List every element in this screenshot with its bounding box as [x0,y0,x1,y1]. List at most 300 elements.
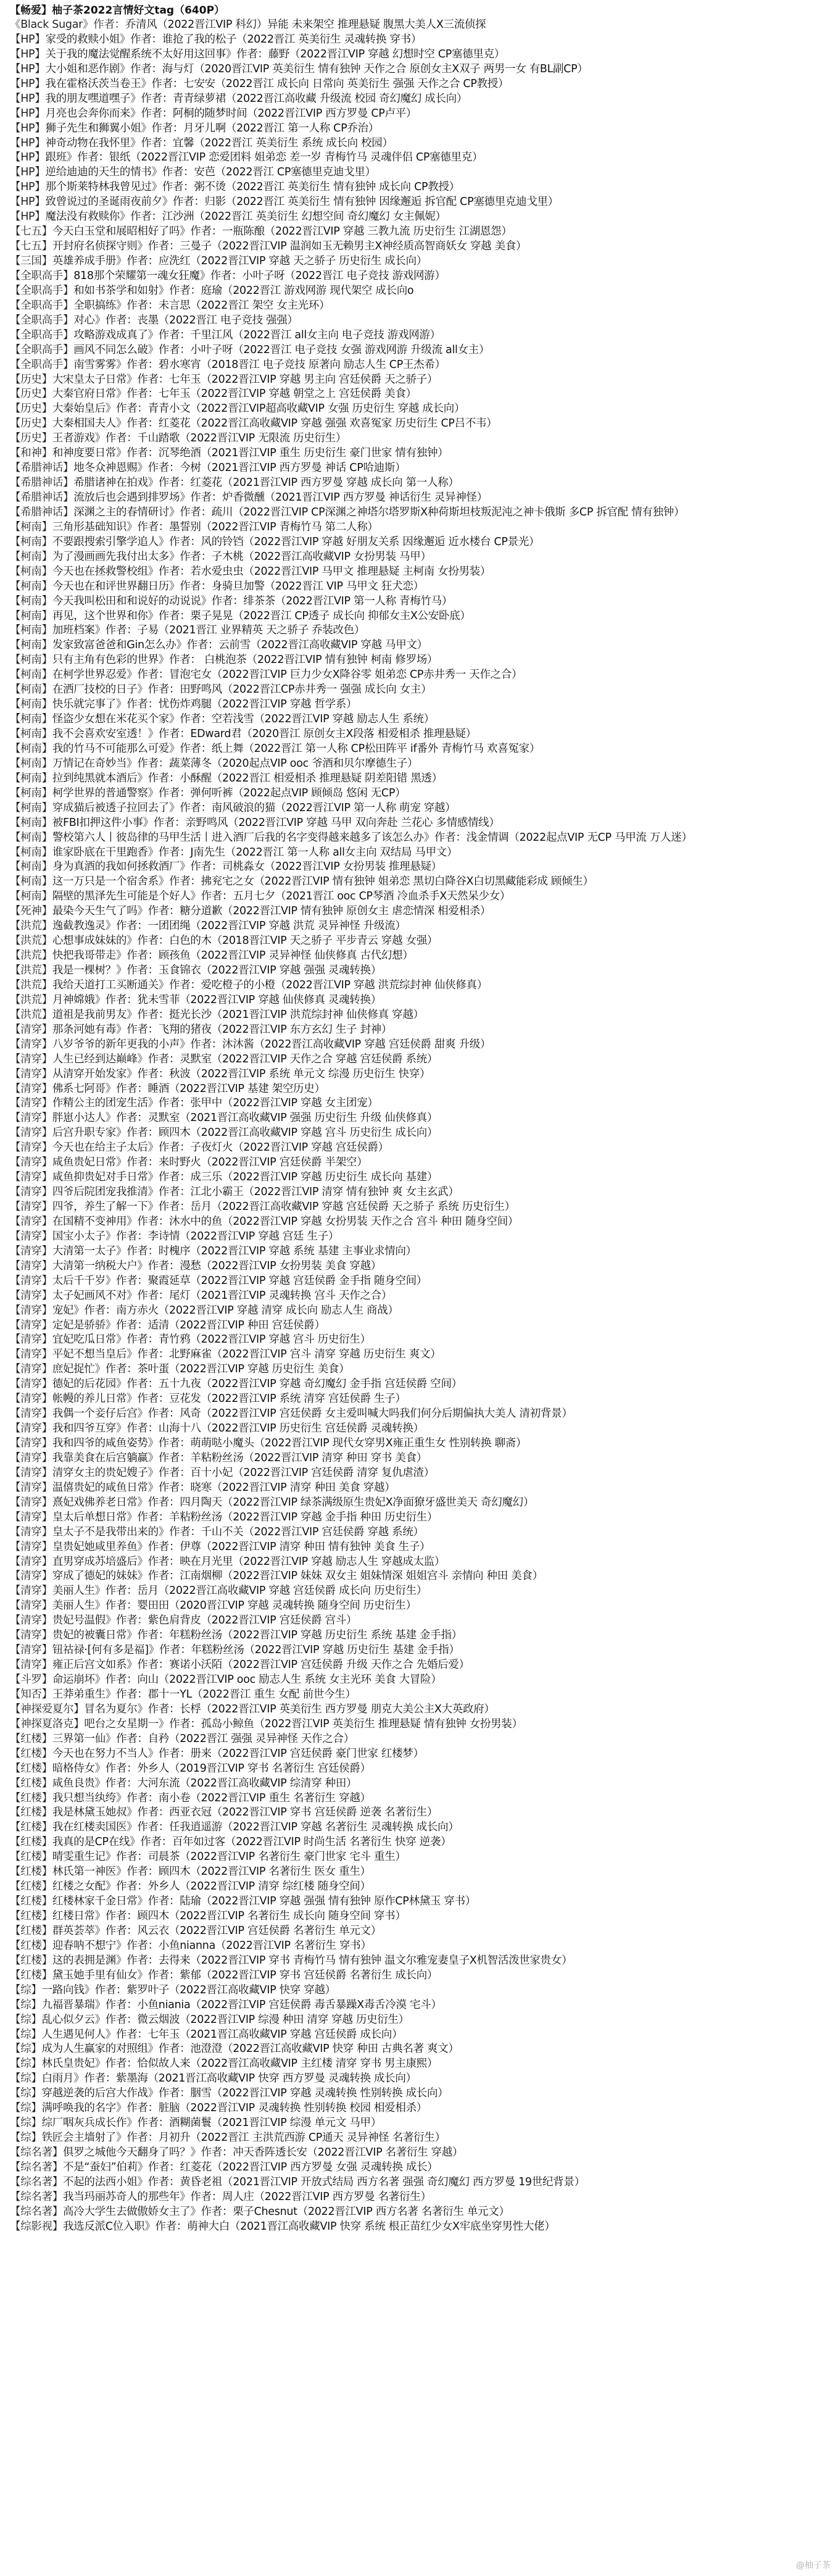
list-item [10,328,834,343]
entry-text: 我的竹马不可能那么可爱》作者：纸上舞（2022晋江 第一人称 CP松田阵平 if番外 青梅竹马 欢喜冤家） [52,742,541,755]
entry-tag: 【清穿】 [10,1511,52,1524]
entry-tag: 【HP】 [10,62,46,75]
list-item [10,831,834,846]
entry-tag: 【清穿】 [10,1259,52,1272]
entry-text: 佛系七阿哥》作者：睡酒（2022晋江VIP 基建 架空历史） [52,1082,325,1095]
entry-text: 我选反派C位入职》作者：萌神大白（2021晋江高收藏VIP 快穿 系统 根正苗红少女X牢底坐穿男性大佬） [63,2220,555,2233]
entry-text: 隔壁的黑泽先生可能是个好人》作者：五月七夕（2021晋江 ooc CP琴酒 冷血杀手X天然呆少女） [52,890,511,903]
entry-tag: 【HP】 [10,210,46,223]
entry-tag: 【清穿】 [10,1067,52,1080]
list-item [10,2028,834,2043]
list-item [10,48,834,62]
entry-text: 我只想当纨绔》作者：南小卷（2022晋江VIP 重生 名著衍生 穿越） [52,1791,371,1804]
entry-tag: 【历史】 [10,402,52,415]
entry-text: 三角形基础知识》作者：墨誓别（2022晋江VIP 青梅竹马 第二人称） [52,520,378,533]
entry-tag: 【综影视】 [10,2220,63,2233]
list-item [10,269,834,284]
entry-text: 贵妃号温假》作者：紫色肩背皮（2022晋江VIP 宫廷侯爵 宫斗） [52,1614,357,1627]
list-item [10,373,834,388]
entry-tag: 【综】 [10,2072,42,2085]
entry-tag: 【综名著】 [10,2205,63,2218]
entry-text: 警校第六人丨彼岛律的马甲生活丨进入酒厂后我的名字变得越来越多了该怎么办》作者：浅金情调（2022起点VIP 无CP 马甲流 万人迷） [52,831,692,844]
list-item [10,1791,834,1806]
list-item [10,668,834,683]
entry-tag: 【HP】 [10,181,46,194]
entry-text: 四爷后院团宠我推清》作者：江北小霸王（2022晋江VIP 清穿 情有独钟 爽 女主玄武） [52,1186,459,1199]
entry-tag: 【七五】 [10,240,52,253]
entry-tag: 【清穿】 [10,1097,52,1110]
list-item [10,2175,834,2190]
list-item [10,165,834,180]
list-item [10,1377,834,1392]
list-item [10,1777,834,1791]
entry-tag: 【全职高手】 [10,284,74,297]
entry-text: 温僖贵妃的咸鱼日常》作者：晓寒（2022晋江VIP 清穿 种田 美食 穿越） [52,1481,396,1494]
entry-text: 清穿女主的贵妃嫂子》作者：百十小妃（2022晋江VIP 宫廷侯爵 清穿 复仇虐渣） [52,1466,434,1479]
entry-text: 我是一棵树？》作者：玉食锦衣（2022晋江VIP 穿越 强强 灵魂转换） [52,964,381,977]
entry-list [10,18,834,2235]
entry-tag: 【洪荒】 [10,978,52,991]
list-item [10,136,834,151]
entry-tag: 【红楼】 [10,1880,52,1893]
entry-text: 柯学世界的普通警察》作者：弹何听裤（2022起点VIP 顾倾岛 悠闲 无CP） [52,786,406,799]
entry-text: 三界第一仙》作者：自矜（2022晋江 强强 灵异神怪 天作之合） [52,1732,354,1745]
list-item [10,742,834,757]
list-item [10,919,834,934]
list-item [10,33,834,48]
entry-tag: 【知否】 [10,1688,52,1701]
list-item [10,1599,834,1614]
entry-text: 从清穿开始发家》作者：秋波（2022晋江VIP 系统 单元文 综漫 历史衍生 快穿） [52,1067,431,1080]
list-item [10,1126,834,1141]
list-item [10,2220,834,2235]
list-item [10,1835,834,1850]
list-item [10,1525,834,1540]
entry-text: 跟班》作者：银纸（2022晋江VIP 恋爱团料 姐弟恋 差一岁 青梅竹马 灵魂伴侣 CP塞德里克） [45,151,483,164]
entry-text: 南雪雾雾》作者：碧水寒宵（2018晋江 电子竞技 原著向 励志人生 CP王杰希） [73,358,446,371]
entry-text: 后宫升职专家》作者：顾四木（2022晋江高收藏VIP 穿越 宫斗 历史衍生 成长向） [52,1127,438,1140]
entry-text: 心想事成妹妹的》作者：白色的木（2018晋江VIP 天之骄子 平步青云 穿越 女强） [52,935,438,948]
entry-tag: 【清穿】 [10,1555,52,1568]
entry-text: 大小姐和恶作剧》作者：海与灯（2020晋江VIP 英美衍生 情有独钟 天作之合 原创女主X双子 两男一女 有BL副CP） [45,62,588,75]
entry-tag: 【柯南】 [10,624,52,637]
entry-text: 全职搞练》作者：未言思（2022晋江 架空 女主光环） [73,299,330,312]
list-item [10,2161,834,2175]
entry-text: 直男穿成苏培盛后》作者：映在月光里（2022晋江VIP 穿越 励志人生 穿越成太监） [52,1555,446,1568]
entry-text: 群英荟萃》作者：风云衣（2022晋江VIP 宫廷侯爵 名著衍生 单元文） [52,1924,381,1937]
entry-tag: 【清穿】 [10,1496,52,1509]
list-item [10,1894,834,1909]
entry-tag: 【历史】 [10,373,52,386]
entry-tag: 【柯南】 [10,683,52,696]
entry-text: 英雄养成手册》作者：应洗红（2022晋江VIP 穿越 天之骄子 历史衍生 成长向） [52,255,427,267]
list-item [10,491,834,506]
entry-text: 今天我叫松田和和说好的动说说》作者：绯茶茶（2022晋江VIP 第一人称 青梅竹马） [52,594,453,607]
list-item [10,1259,834,1274]
list-item [10,1658,834,1673]
entry-text: 平妃不想当皇后》作者：北野麻雀（2022晋江VIP 宫斗 清穿 穿越 历史衍生 爽文） [52,1348,441,1361]
list-item [10,934,834,949]
entry-tag: 【柯南】 [10,772,52,785]
list-item [10,1274,834,1289]
entry-tag: 【希腊神话】 [10,462,74,475]
list-item [10,993,834,1008]
entry-text: 关于我的魔法觉醒系统不太好用这回事》作者：藤野（2022晋江VIP 穿越 幻想时空 CP塞德里克） [45,48,505,60]
list-item [10,1362,834,1377]
entry-tag: 【清穿】 [10,1348,52,1361]
entry-text: 国宝小太子》作者：李诗情（2022晋江VIP 穿越 宫廷 生子） [52,1230,339,1243]
entry-tag: 【全职高手】 [10,328,74,341]
entry-tag: 【HP】 [10,33,46,46]
entry-tag: 【综】 [10,1998,42,2011]
entry-tag: 【综名著】 [10,2161,63,2174]
entry-tag: 【综】 [10,2102,42,2115]
entry-text: 再见，这个世界和你》作者：栗子晃晃（2022晋江 CP透子 成长向 抑郁女主X公安卧底） [52,609,471,622]
entry-text: 我当玛丽苏奇人的那些年》作者：周人庄（2022晋江VIP 西方罗曼 名著衍生） [63,2190,431,2203]
list-item [10,520,834,535]
entry-text: 那条河她有毒》作者：飞翔的猪夜（2022晋江VIP 东方玄幻 生子 封神） [52,1023,392,1036]
entry-tag: 【清穿】 [10,1481,52,1494]
entry-text: 发家致富爸爸和Gin怎么办》作者：云前雪（2022晋江高收藏VIP 穿越 马甲文） [52,639,428,652]
entry-text: 红楼之女配》作者：外乡人（2022晋江VIP 清穿 综红楼 随身空间） [52,1880,371,1893]
entry-text: 大秦相国夫人》作者：红菱花（2022晋江高收藏VIP 穿越 强强 欢喜冤家 历史衍生 CP吕不韦） [52,417,497,430]
list-item [10,1569,834,1584]
entry-text: 家受的救赎小姐》作者：谁抢了我的松子（2022晋江 英美衍生 灵魂转换 穿书） [45,33,422,46]
entry-tag: 【清穿】 [10,1378,52,1391]
entry-text: 九福晋暴瑞》作者：小鱼niania（2022晋江VIP 宫廷侯爵 毒舌暴躁X毒舌冷漠 宅斗） [41,1998,442,2011]
entry-tag: 【清穿】 [10,1319,52,1332]
entry-text: 太后千千岁》作者：聚霞延草（2022晋江VIP 穿越 宫廷侯爵 金手指 随身空间） [52,1274,427,1287]
list-item [10,1215,834,1230]
list-item [10,949,834,964]
list-item [10,2116,834,2131]
entry-tag: 【柯南】 [10,861,52,873]
list-item [10,1732,834,1747]
entry-text: 林氏皇贵妃》作者：恰似故人来（2022晋江高收藏VIP 主红楼 清穿 穿书 男主康熙） [41,2057,438,2070]
list-item [10,1244,834,1259]
list-item [10,2205,834,2220]
list-item [10,180,834,195]
entry-tag: 【柯南】 [10,535,52,548]
entry-tag: 【红楼】 [10,1747,52,1760]
list-item [10,757,834,772]
entry-tag: 【综】 [10,2013,42,2026]
entry-text: 和如书茶学和如射》作者：庭瑜（2022晋江 游戏网游 现代架空 成长向o [73,284,414,297]
list-item [10,772,834,786]
list-item [10,860,834,875]
entry-text: 那个斯莱特林我曾见过》作者：粥不烫（2022晋江 英美衍生 情有独钟 成长向 CP教授） [45,181,460,194]
list-item [10,1170,834,1185]
list-item [10,210,834,225]
list-item [10,77,834,92]
entry-tag: 【HP】 [10,166,46,179]
entry-tag: 【神探夏洛克】 [10,1717,85,1730]
list-item [10,890,834,904]
entry-tag: 【清穿】 [10,1333,52,1346]
entry-tag: 【红楼】 [10,1954,52,1967]
entry-tag: 【全职高手】 [10,299,74,312]
entry-text: 逆给迪迪的天生的情书》作者：安芭（2022晋江 CP塞德里克迪戈里） [45,166,376,179]
entry-tag: 【红楼】 [10,1939,52,1952]
entry-tag: 【清穿】 [10,1466,52,1479]
list-item [10,712,834,727]
list-item [10,1067,834,1082]
entry-text: 快乐就完事了》作者：忧伤炸鸡腿（2022晋江VIP 穿越 哲学系） [52,698,357,711]
list-item [10,2086,834,2101]
list-item [10,1230,834,1244]
list-item [10,122,834,136]
entry-text: 王莽弟重生》作者：郡十一YL（2022晋江 重生 女配 前世今生） [52,1688,356,1701]
entry-tag: 【希腊神话】 [10,477,74,490]
entry-text: 被FBI扣押这件小事》作者：亲野鸣风（2022晋江VIP 穿越 马甲 双向奔赴 兰花心 多情感情线） [52,816,500,829]
list-item [10,1939,834,1954]
entry-tag: 【综名著】 [10,2146,63,2159]
entry-text: 致曾说过的圣诞雨夜前夕》作者：归影（2022晋江 英美衍生 情有独钟 因缘邂逅 拆官配 CP塞德里克迪戈里） [45,196,558,209]
list-item [10,1703,834,1717]
list-item [10,1954,834,1969]
list-item [10,1111,834,1126]
entry-tag: 【三国】 [10,255,52,267]
list-item [10,151,834,165]
list-item [10,2013,834,2028]
entry-text: 红楼日常》作者：顾四木（2022晋江VIP 名著衍生 成长向 随身空间 穿书） [52,1910,406,1922]
list-item [10,1082,834,1097]
entry-tag: 【全职高手】 [10,358,74,371]
entry-tag: 【综】 [10,2028,42,2041]
entry-tag: 【HP】 [10,122,46,135]
list-item [10,2057,834,2072]
entry-text: 胖崽小达人》作者：灵默室（2021晋江高收藏VIP 强强 历史衍生 升级 仙侠修真） [52,1112,438,1125]
list-item [10,609,834,624]
list-item [10,107,834,122]
list-item [10,978,834,993]
entry-text: 咸鱼抑贵妃对手日常》作者：成三乐（2022晋江VIP 穿越 历史衍生 成长向 基建） [52,1171,438,1184]
list-item [10,786,834,801]
list-item [10,1983,834,1998]
list-item [10,343,834,358]
entry-tag: 【柯南】 [10,846,52,859]
entry-text: 王者游戏》作者：千山踏歌（2022晋江VIP 无限流 历史衍生） [52,432,347,445]
entry-text: 不要跟搜索引擎学追人》作者：风的铃铛（2022晋江VIP 穿越 好朋友关系 因缘邂逅 近水楼台 CP景光） [52,535,540,548]
list-item [10,1688,834,1703]
entry-tag: 【清穿】 [10,1585,52,1598]
entry-text: 皇太后单想日常》作者：羊粘粉丝汤（2022晋江VIP 穿越 金手指 种田 历史衍生） [52,1511,438,1524]
entry-text: 神奇动物在我怀里》作者：宜馨（2022晋江 英美衍生 系统 成长向 校园） [45,136,393,149]
entry-text: 帐幔的养儿日常》作者：豆花发（2022晋江VIP 系统 清穿 宫廷侯爵 生子） [52,1393,406,1406]
entry-text: 不是“蚕妇”伯莉》作者：红菱花（2022晋江VIP 西方罗曼 女强 灵魂转换 成长） [63,2161,438,2174]
list-item [10,1643,834,1658]
entry-text: 魔法没有救赎你》作者：江沙洲（2022晋江 英美衍生 幻想空间 奇幻魔幻 女主佩妮） [45,210,446,223]
list-item [10,1880,834,1894]
entry-tag: 【HP】 [10,48,46,60]
entry-tag: 【清穿】 [10,1112,52,1125]
entry-text: 深渊之主的春情研讨》作者：疏川（2022晋江VIP CP深渊之神塔尔塔罗斯X种荷斯坦枝叛泥沌之神卡俄斯 多CP 拆官配 情有独钟） [73,506,685,519]
entry-tag: 【HP】 [10,77,46,90]
entry-tag: 【柯南】 [10,713,52,726]
entry-tag: 【柯南】 [10,875,52,888]
entry-text: 红楼林家千金日常》作者：陆瑜（2022晋江VIP 穿越 强强 情有独钟 原作CP林黛玉 穿书） [52,1895,476,1908]
list-item [10,1436,834,1451]
entry-text: 一路向钱》作者：紫罗叶子（2022晋江高收藏VIP 快穿 穿越） [41,1983,336,1996]
list-item [10,1096,834,1111]
entry-text: 在柯学世界忍爱》作者：冒泡宅女（2022晋江VIP 巨力少女X降谷零 姐弟恋 CP赤井秀一 天作之合） [52,669,523,682]
entry-tag: 【清穿】 [10,1215,52,1228]
entry-text: 美丽人生》作者：婴田田（2020晋江VIP 穿越 灵魂转换 随身空间 历史衍生） [52,1599,417,1612]
entry-tag: 【柯南】 [10,639,52,652]
list-item [10,1820,834,1835]
entry-text: 对心》作者：丧墨（2022晋江 电子竞技 强强） [73,314,298,327]
entry-text: 今天也在和评世界翻日历》作者：身骑旦加警（2022晋江 VIP 马甲文 狂犬恋） [52,580,424,593]
entry-text: 地冬众神恩赐》作者：今树（2021晋江VIP 西方罗曼 神话 CP哈迪斯） [73,462,406,475]
entry-text: 咸鱼贵妃日常》作者：来时野火（2022晋江VIP 宫廷侯爵 半架空） [52,1156,368,1169]
list-item [10,1200,834,1215]
entry-tag: 【清穿】 [10,1201,52,1213]
entry-tag: 【柯南】 [10,728,52,740]
entry-text: 最染今天生气了吗》作者：糖分道歉（2022晋江VIP 情有独钟 原创女主 虐恋情深 相爱相杀） [52,905,491,918]
entry-text: 宠妃》作者：南方赤火（2022晋江VIP 穿越 清穿 成长向 励志人生 商战） [52,1304,399,1317]
list-item [10,1614,834,1628]
list-item [10,1762,834,1777]
list-item [10,727,834,742]
entry-text: 美丽人生》作者：岳月（2022晋江高收藏VIP 穿越 宫廷侯爵 成长向 历史衍生） [52,1585,427,1598]
entry-tag: 【红楼】 [10,1836,52,1849]
entry-text: 黛玉她手里有仙女》作者：紫郁（2022晋江VIP 穿书 宫廷侯爵 名著衍生 成长向） [52,1969,438,1982]
entry-text: 这的表拥是渊》作者：去得来（2022晋江VIP 穿书 青梅竹马 情有独钟 温文尔雅宠妻皇子X机智活泼世家贵女） [52,1954,573,1967]
entry-tag: 【红楼】 [10,1969,52,1982]
entry-text: 在国精不变神用》作者：沐水中的鱼（2022晋江VIP 穿越 女扮男装 天作之合 宫斗 种田 随身空间） [52,1215,519,1228]
entry-text: 庶妃捉忙》作者：茶叶蛋（2022晋江VIP 穿越 历史衍生 美食） [52,1363,350,1376]
list-item [10,623,834,638]
list-item [10,1451,834,1466]
list-item [10,638,834,653]
entry-text: 画风不同怎么破》作者：小叶子呀（2022晋江 电子竞技 女强 游戏网游 升级流 all女主） [73,343,490,356]
entry-tag: 【历史】 [10,432,52,445]
document-title: 【畅爱】柚子茶2022言情好文tag（640P） [10,4,225,17]
entry-tag: 【综】 [10,2132,42,2145]
entry-text: 我的朋友嘿道嘿子》作者：青青绿萝裙（2022晋江高收藏 升级流 校园 奇幻魔幻 成长向） [45,92,468,105]
list-item [10,1584,834,1599]
entry-tag: 【柯南】 [10,831,52,844]
entry-text: 大清第一纳税大户》作者：漫愁（2022晋江VIP 女扮男装 美食 穿越） [52,1259,381,1272]
entry-text: 白雨月》作者：紫墨海（2021晋江高收藏VIP 快穿 西方罗曼 灵魂转换 成长向） [41,2072,417,2085]
entry-tag: 【红楼】 [10,1821,52,1834]
entry-text: 晴雯重生记》作者：司晨茶（2022晋江VIP 名著衍生 豪门世家 宅斗 重生） [52,1851,406,1864]
entry-text: 在洒厂技校的日子》作者：田野鸣风（2022晋江CP赤井秀一 强强 成长向 女主） [52,683,432,696]
entry-text: 作精公主的团宠生活》作者：张甲中（2022晋江VIP 穿越 女主团宠） [52,1097,378,1110]
entry-tag: 【历史】 [10,417,52,430]
entry-text: 皇太子不是我带出来的》作者：千山不关（2022晋江VIP 宫廷侯爵 穿越 系统） [52,1525,424,1538]
entry-tag: 【柯南】 [10,609,52,622]
entry-text: 冒名为夏尔》作者：长桴（2022晋江VIP 英美衍生 西方罗曼 朋克大美公主X大英政府） [84,1703,495,1715]
entry-text: 大宋皇太子日常》作者：七年玉（2022晋江VIP 穿越 男主向 宫廷侯爵 天之骄子） [52,373,438,386]
list-item [10,1008,834,1023]
entry-text: 八岁爷爷的新年更我的小声》作者：沐沐酱（2022晋江高收藏VIP 穿越 宫廷侯爵 甜爽 升级） [52,1038,491,1051]
entry-text: 穿成猫后被透子拉回去了》作者：南风破浪的猫（2022晋江VIP 第一人称 萌宠 穿越） [52,801,456,814]
list-item [10,240,834,254]
list-item [10,18,834,33]
entry-tag: 【柯南】 [10,520,52,533]
list-item [10,1422,834,1436]
list-item [10,387,834,402]
list-item [10,284,834,299]
list-item [10,594,834,609]
entry-tag: 【清穿】 [10,1127,52,1140]
entry-text: 身为真酒的我如何拯救酒厂》作者：司桃淼女（2022晋江VIP 女扮男装 推理悬疑） [52,861,442,873]
entry-tag: 【柯南】 [10,565,52,578]
entry-text: 成为人生赢家的对照组》作者：池澄澄（2022晋江高收藏VIP 快穿 种田 古典名著 爽文） [41,2043,459,2056]
entry-tag: 【死神】 [10,905,52,918]
entry-text: 818那个荣耀第一魂女狂魔》作者：小叶子呀（2022晋江 电子竞技 游戏网游） [73,269,446,282]
entry-tag: 【清穿】 [10,1422,52,1435]
entry-text: 乔清风（2022晋江VIP 科幻）异能 未来架空 推理悬疑 腹黑大美人X三流侦探 [125,19,486,31]
entry-text: 快把我哥带走》作者：顾孩鱼（2022晋江VIP 灵异神怪 仙侠修真 古代幻想） [52,949,413,962]
entry-text: 人生遇见何人》作者：七年玉（2021晋江高收藏VIP 穿越 宫廷侯爵 成长向） [41,2028,403,2041]
entry-tag: 【红楼】 [10,1791,52,1804]
entry-text: 今天白玉堂和展昭相好了吗》作者：一瓶陈酿（2022晋江VIP 穿越 三教九流 历史衍生 江湖恩怨） [52,225,512,238]
list-item [10,1348,834,1362]
entry-tag: 【清穿】 [10,1363,52,1376]
list-item [10,1304,834,1319]
entry-text: 月亮也会奔你而来》作者：阿桐的随梦时间（2022晋江VIP 西方罗曼 CP卢平） [45,107,417,120]
entry-tag: 【清穿】 [10,1451,52,1464]
entry-tag: 【柯南】 [10,757,52,770]
entry-text: 穿成了德妃的妹妹》作者：江南烟柳（2022晋江VIP 妹妹 双女主 姐妹情深 姐姐宫斗 亲情向 种田 美食） [52,1570,543,1583]
list-item [10,846,834,861]
list-item [10,225,834,240]
entry-tag: 【清穿】 [10,1304,52,1317]
list-item [10,653,834,668]
entry-tag: 【和神】 [10,447,52,460]
entry-tag: 【清穿】 [10,1230,52,1243]
entry-tag: 【清穿】 [10,1629,52,1642]
list-item [10,417,834,431]
list-item [10,446,834,461]
list-item [10,816,834,831]
entry-text: 熹妃戏佛养老日常》作者：四月陶天（2022晋江VIP 绿茶满级原生贵妃X净面獠牙盛世美天 奇幻魔幻） [52,1496,534,1509]
list-item [10,461,834,476]
entry-tag: 【红楼】 [10,1910,52,1922]
entry-tag: 【洪荒】 [10,993,52,1006]
list-item [10,476,834,491]
list-item [10,1052,834,1067]
entry-tag: 【洪荒】 [10,964,52,977]
entry-tag: 【清穿】 [10,1171,52,1184]
entry-text: 拉到纯黑就本酒后》作者：小酥醒（2022晋江 相爱相杀 推理悬疑 阴差阳错 黑透） [52,772,442,785]
entry-text: 宜妃吃瓜日常》作者：青竹鸦（2022晋江VIP 穿越 宫斗 历史衍生） [52,1333,371,1346]
entry-tag: 【清穿】 [10,1570,52,1583]
entry-tag: 【清穿】 [10,1540,52,1553]
entry-text: 四爷，养生了解一下》作者：岳月（2022晋江高收藏VIP 穿越 宫廷侯爵 天之骄子 系统 历史衍生） [52,1201,515,1213]
list-item [10,314,834,328]
list-item [10,1909,834,1924]
entry-tag: 【清穿】 [10,1659,52,1672]
entry-text: 迎春呐不想宁》作者：小鱼nianna（2022晋江VIP 名著衍生 穿书） [52,1939,371,1952]
entry-tag: 《Black Sugar》作者： [10,19,125,31]
entry-tag: 【柯南】 [10,580,52,593]
list-item [10,1850,834,1865]
list-item [10,1673,834,1688]
entry-tag: 【斗罗】 [10,1674,52,1686]
list-item [10,1865,834,1880]
entry-tag: 【清穿】 [10,1614,52,1627]
list-item [10,535,834,550]
list-item [10,1156,834,1170]
entry-tag: 【红楼】 [10,1865,52,1878]
entry-tag: 【清穿】 [10,1141,52,1154]
entry-tag: 【柯南】 [10,801,52,814]
entry-tag: 【清穿】 [10,1186,52,1199]
entry-tag: 【柯南】 [10,669,52,682]
